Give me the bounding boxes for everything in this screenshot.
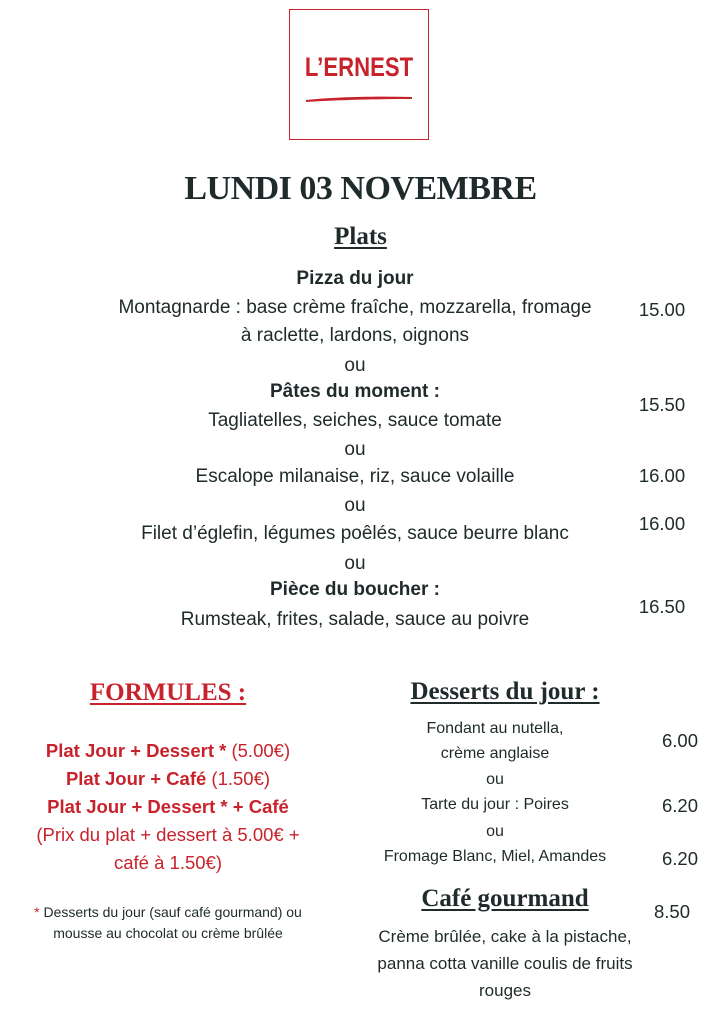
ou-1: ou xyxy=(344,355,366,376)
dessert-1-line-1: Fondant au nutella, xyxy=(426,720,564,737)
ou-3: ou xyxy=(344,495,366,516)
plats-heading: Plats xyxy=(334,223,387,250)
eglefin-price: 16.00 xyxy=(638,513,686,534)
cafe-line-2: panna cotta vanille coulis de fruits xyxy=(377,954,633,973)
note-star: * xyxy=(34,904,40,920)
dessert-3: Fromage Blanc, Miel, Amandes xyxy=(383,848,607,865)
escalope-desc: Escalope milanaise, riz, sauce volaille xyxy=(195,466,515,487)
dessert-ou-2: ou xyxy=(486,823,504,840)
formule-2 xyxy=(0,768,336,790)
dessert-ou-1: ou xyxy=(486,771,504,788)
pates-label: Pâtes du moment : xyxy=(270,381,440,402)
logo xyxy=(289,9,429,140)
formule-1-label: Plat Jour + Dessert * xyxy=(45,740,227,761)
ou-4: ou xyxy=(344,553,366,574)
formule-3-detail-2: café à 1.50€) xyxy=(114,852,222,873)
boucher-price: 16.50 xyxy=(638,596,686,617)
escalope-price: 16.00 xyxy=(638,465,686,486)
dessert-1-line-2: crème anglaise xyxy=(440,745,550,762)
desserts-heading: Desserts du jour : xyxy=(410,678,600,705)
formule-2-label: Plat Jour + Café xyxy=(65,768,207,789)
eglefin-desc: Filet d’églefin, légumes poêlés, sauce beurre blanc xyxy=(141,523,569,544)
formule-3 xyxy=(0,796,336,818)
pizza-label: Pizza du jour xyxy=(296,268,414,289)
ou-2: ou xyxy=(344,439,366,460)
formule-1-price: (5.00€) xyxy=(226,740,291,761)
pizza-desc-2: à raclette, lardons, oignons xyxy=(240,325,470,346)
pates-desc: Tagliatelles, seiches, sauce tomate xyxy=(208,410,502,431)
boucher-desc: Rumsteak, frites, salade, sauce au poivre xyxy=(180,609,530,630)
date-title: LUNDI 03 NOVEMBRE xyxy=(184,170,537,207)
pizza-desc-1: Montagnarde : base crème fraîche, mozzarella, fromage xyxy=(118,297,592,318)
boucher-label: Pièce du boucher : xyxy=(270,579,440,600)
formule-1 xyxy=(0,740,336,762)
dessert-1-price: 6.00 xyxy=(661,730,698,751)
pizza-price: 15.00 xyxy=(638,299,686,320)
cafe-gourmand-price: 8.50 xyxy=(653,901,690,922)
dessert-3-price: 6.20 xyxy=(661,848,698,869)
dessert-note-1 xyxy=(0,904,336,920)
cafe-line-1: Crème brûlée, cake à la pistache, xyxy=(378,927,632,946)
logo-text: L’ERNEST xyxy=(304,52,414,82)
formules-heading: FORMULES : xyxy=(89,679,247,706)
cafe-line-3: rouges xyxy=(479,981,531,1000)
formule-2-price: (1.50€) xyxy=(206,768,271,789)
logo-swoosh-icon xyxy=(304,92,416,104)
formule-3-detail-1: (Prix du plat + dessert à 5.00€ + xyxy=(36,824,300,845)
dessert-2-price: 6.20 xyxy=(661,795,698,816)
dessert-2: Tarte du jour : Poires xyxy=(421,796,569,813)
formule-3-label: Plat Jour + Dessert * + Café xyxy=(47,796,289,817)
pates-price: 15.50 xyxy=(638,394,686,415)
dessert-note-2: mousse au chocolat ou crème brûlée xyxy=(53,925,283,941)
note-text-1: Desserts du jour (sauf café gourmand) ou xyxy=(39,904,302,920)
cafe-gourmand-heading: Café gourmand xyxy=(421,885,589,912)
